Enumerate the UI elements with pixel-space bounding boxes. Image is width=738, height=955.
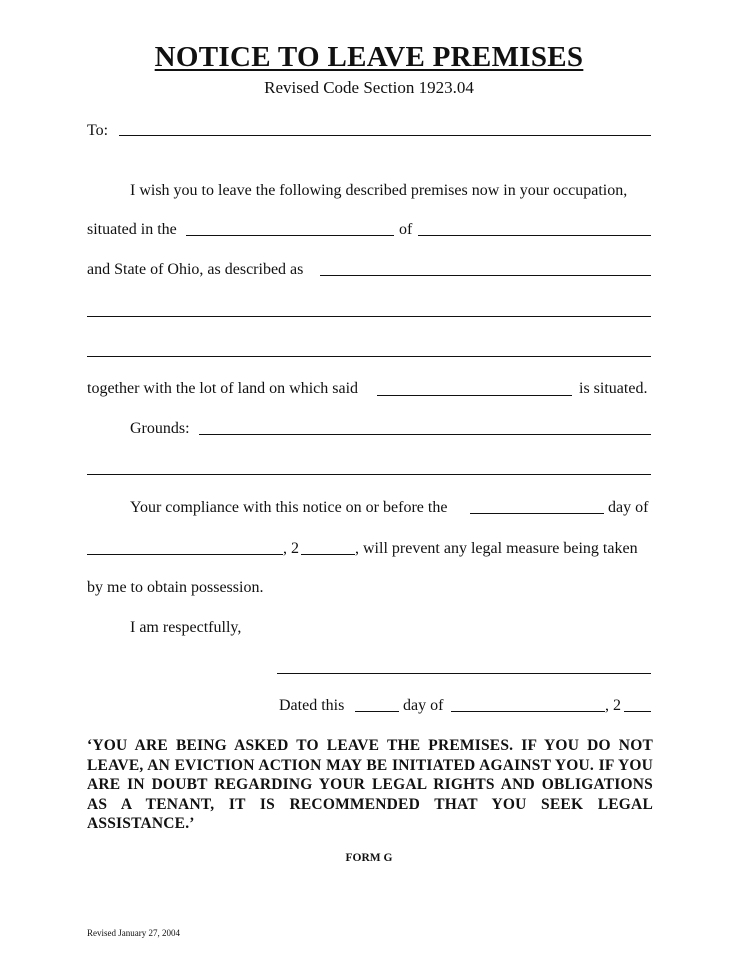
description-field-1[interactable] (320, 275, 651, 276)
revision-date: Revised January 27, 2004 (87, 928, 180, 938)
year-prefix: , 2 (283, 540, 299, 557)
dated-year-field[interactable] (624, 711, 651, 712)
compliance-year-field[interactable] (301, 554, 355, 555)
dated-label: Dated this (279, 697, 345, 714)
of-label: of (399, 221, 413, 238)
measure-text: , will prevent any legal measure being taken (355, 540, 638, 557)
dated-day-field[interactable] (355, 711, 399, 712)
situated-label: situated in the (87, 221, 177, 238)
to-label: To: (87, 122, 109, 139)
together-label: together with the lot of land on which said (87, 380, 359, 397)
page-title-text: NOTICE TO LEAVE PREMISES (154, 41, 584, 73)
page-title (0, 41, 738, 74)
grounds-field-1[interactable] (199, 434, 651, 435)
situated-suffix: is situated. (579, 380, 648, 397)
respectfully-text: I am respectfully, (130, 619, 242, 636)
description-field-2[interactable] (87, 316, 651, 317)
dated-day-of-label: day of (403, 697, 444, 714)
page-subtitle: Revised Code Section 1923.04 (264, 78, 474, 97)
signature-field[interactable] (277, 673, 651, 674)
dated-year-prefix: , 2 (605, 697, 621, 714)
description-field-3[interactable] (87, 356, 651, 357)
premises-field[interactable] (377, 395, 572, 396)
grounds-label: Grounds: (130, 420, 190, 437)
situated-of-field[interactable] (418, 235, 651, 236)
compliance-day-field[interactable] (470, 513, 604, 514)
grounds-field-2[interactable] (87, 474, 651, 475)
dated-month-field[interactable] (451, 711, 605, 712)
to-field[interactable] (119, 135, 651, 136)
situated-in-field[interactable] (186, 235, 394, 236)
state-label: and State of Ohio, as described as (87, 261, 304, 278)
form-id: FORM G (345, 852, 393, 864)
compliance-month-field[interactable] (87, 554, 283, 555)
eviction-warning: ‘YOU ARE BEING ASKED TO LEAVE THE PREMISES. IF YOU DO NOT LEAVE, AN EVICTION ACTION MAY BE INITIATED AGAINST YOU. IF YOU ARE IN DOUBT REGARDING YOUR LEGAL RIGHTS AND OBLIGATIONS AS A TENANT, IT IS RECOMMENDED THAT YOU SEEK LEGAL ASSISTANCE.’ (87, 737, 653, 832)
to-row (87, 121, 108, 141)
intro-text: I wish you to leave the following described premises now in your occupation, (130, 182, 628, 199)
day-of-label: day of (608, 499, 649, 516)
compliance-text: Your compliance with this notice on or before the (130, 499, 448, 516)
possession-text: by me to obtain possession. (87, 579, 264, 596)
